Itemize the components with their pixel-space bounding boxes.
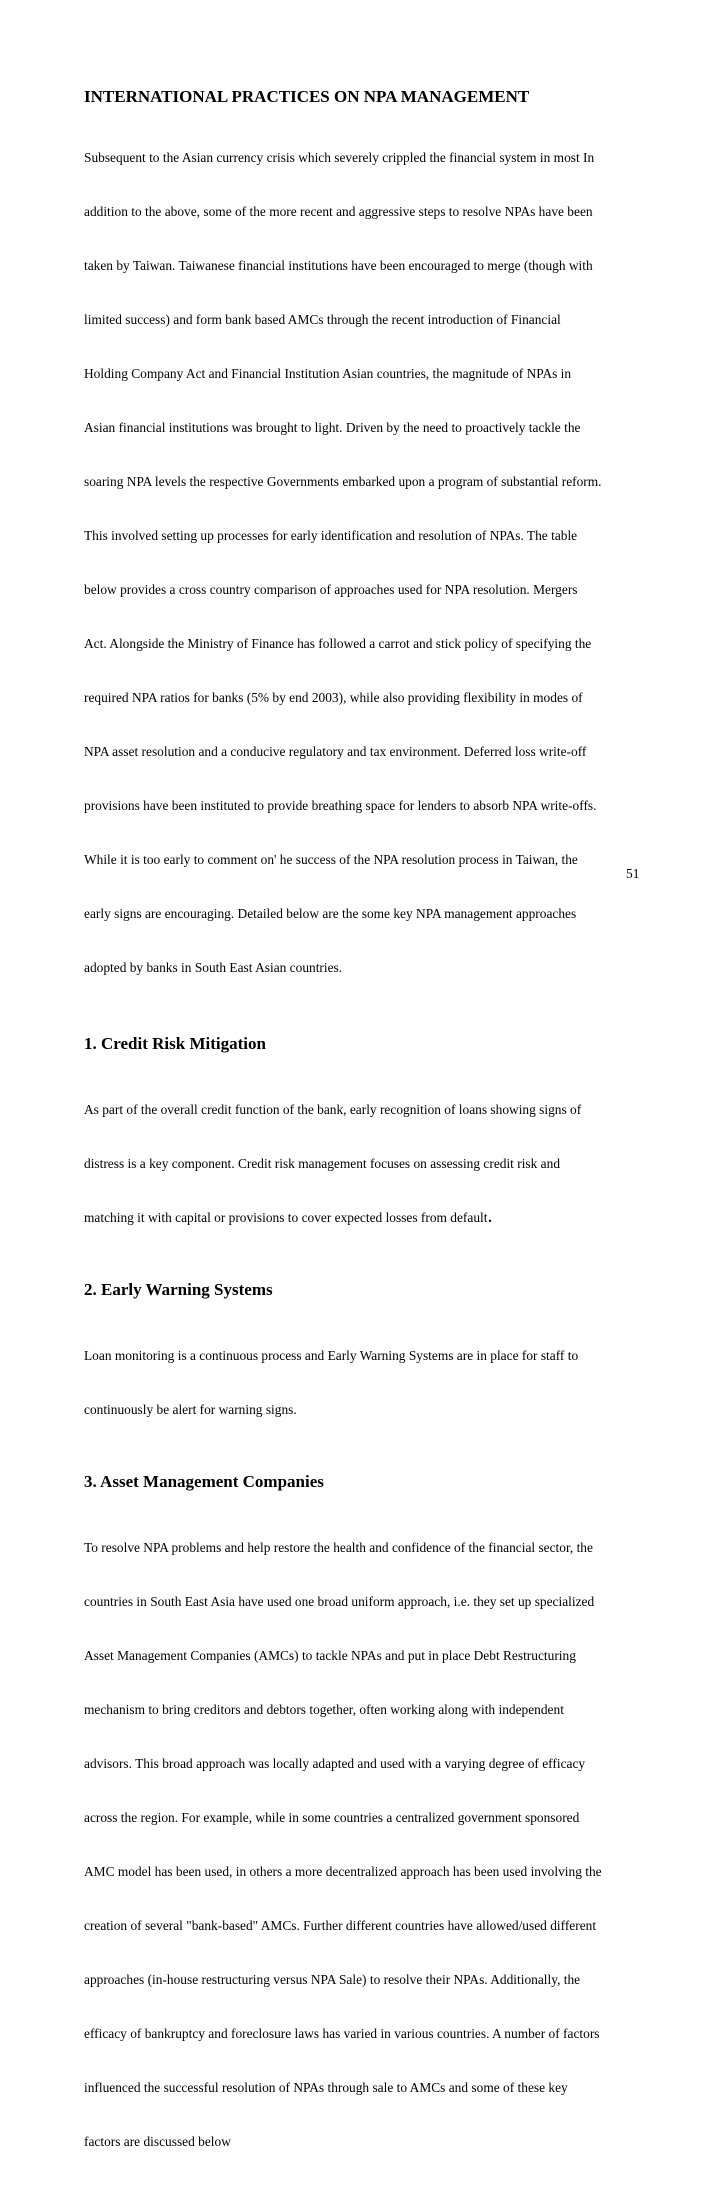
intro-line: provisions have been instituted to provide breathing space for lenders to absorb NPA write-offs. bbox=[84, 798, 597, 813]
intro-line: Holding Company Act and Financial Institution Asian countries, the magnitude of NPAs in bbox=[84, 366, 572, 381]
intro-line: adopted by banks in South East Asian countries. bbox=[84, 960, 343, 975]
credit-risk-paragraph bbox=[84, 1065, 644, 1263]
intro-line: Subsequent to the Asian currency crisis which severely crippled the financial system in most In bbox=[84, 150, 595, 165]
intro-line: soaring NPA levels the respective Governments embarked upon a program of substantial reform. bbox=[84, 474, 602, 489]
section-heading-early-warning-systems: 2. Early Warning Systems bbox=[84, 1280, 273, 1299]
paragraph-line: advisors. This broad approach was locally adapted and used with a varying degree of efficacy bbox=[84, 1756, 586, 1771]
paragraph-end-period: . bbox=[487, 1205, 493, 1227]
document-page bbox=[84, 86, 644, 2187]
intro-paragraph bbox=[84, 113, 644, 1013]
paragraph-line: AMC model has been used, in others a more decentralized approach has been used involving the bbox=[84, 1864, 602, 1879]
paragraph-line-text: matching it with capital or provisions to cover expected losses from default bbox=[84, 1210, 488, 1225]
document-title: INTERNATIONAL PRACTICES ON NPA MANAGEMENT bbox=[84, 87, 530, 106]
intro-line: Act. Alongside the Ministry of Finance has followed a carrot and stick policy of specifying the bbox=[84, 636, 592, 651]
intro-line: While it is too early to comment on' he success of the NPA resolution process in Taiwan, the bbox=[84, 852, 578, 867]
paragraph-line: factors are discussed below bbox=[84, 2134, 231, 2149]
paragraph-line: creation of several "bank-based" AMCs. Further different countries have allowed/used different bbox=[84, 1918, 597, 1933]
paragraph-line: continuously be alert for warning signs. bbox=[84, 1402, 297, 1417]
paragraph-line: distress is a key component. Credit risk management focuses on assessing credit risk and bbox=[84, 1156, 561, 1171]
intro-line: NPA asset resolution and a conducive regulatory and tax environment. Deferred loss write-off bbox=[84, 744, 587, 759]
paragraph-line: approaches (in-house restructuring versus NPA Sale) to resolve their NPAs. Additionally, the bbox=[84, 1972, 581, 1987]
intro-line: Asian financial institutions was brought to light. Driven by the need to proactively tackle the bbox=[84, 420, 581, 435]
paragraph-line: To resolve NPA problems and help restore the health and confidence of the financial sector, the bbox=[84, 1540, 593, 1555]
intro-line: This involved setting up processes for early identification and resolution of NPAs. The table bbox=[84, 528, 578, 543]
intro-line: required NPA ratios for banks (5% by end 2003), while also providing flexibility in modes of bbox=[84, 690, 583, 705]
paragraph-line: influenced the successful resolution of NPAs through sale to AMCs and some of these key bbox=[84, 2080, 568, 2095]
paragraph-line: Asset Management Companies (AMCs) to tackle NPAs and put in place Debt Restructuring bbox=[84, 1648, 576, 1663]
intro-line: below provides a cross country comparison of approaches used for NPA resolution. Mergers bbox=[84, 582, 578, 597]
paragraph-line: countries in South East Asia have used one broad uniform approach, i.e. they set up specialized bbox=[84, 1594, 595, 1609]
page-number: 51 bbox=[626, 866, 640, 881]
section-heading-asset-management-companies: 3. Asset Management Companies bbox=[84, 1472, 324, 1491]
paragraph-line bbox=[84, 1205, 644, 1227]
paragraph-line: mechanism to bring creditors and debtors together, often working along with independent bbox=[84, 1702, 564, 1717]
paragraph-line: As part of the overall credit function of the bank, early recognition of loans showing signs of bbox=[84, 1102, 582, 1117]
amc-paragraph bbox=[84, 1503, 644, 2187]
section-heading-credit-risk-mitigation: 1. Credit Risk Mitigation bbox=[84, 1034, 266, 1053]
paragraph-line: across the region. For example, while in some countries a centralized government sponsored bbox=[84, 1810, 580, 1825]
intro-line: taken by Taiwan. Taiwanese financial institutions have been encouraged to merge (though with bbox=[84, 258, 593, 273]
intro-line: limited success) and form bank based AMCs through the recent introduction of Financial bbox=[84, 312, 561, 327]
intro-line: addition to the above, some of the more recent and aggressive steps to resolve NPAs have been bbox=[84, 204, 593, 219]
early-warning-paragraph bbox=[84, 1311, 644, 1455]
intro-line: early signs are encouraging. Detailed below are the some key NPA management approaches bbox=[84, 906, 577, 921]
paragraph-line: Loan monitoring is a continuous process and Early Warning Systems are in place for staff to bbox=[84, 1348, 579, 1363]
paragraph-line: efficacy of bankruptcy and foreclosure laws has varied in various countries. A number of factors bbox=[84, 2026, 600, 2041]
